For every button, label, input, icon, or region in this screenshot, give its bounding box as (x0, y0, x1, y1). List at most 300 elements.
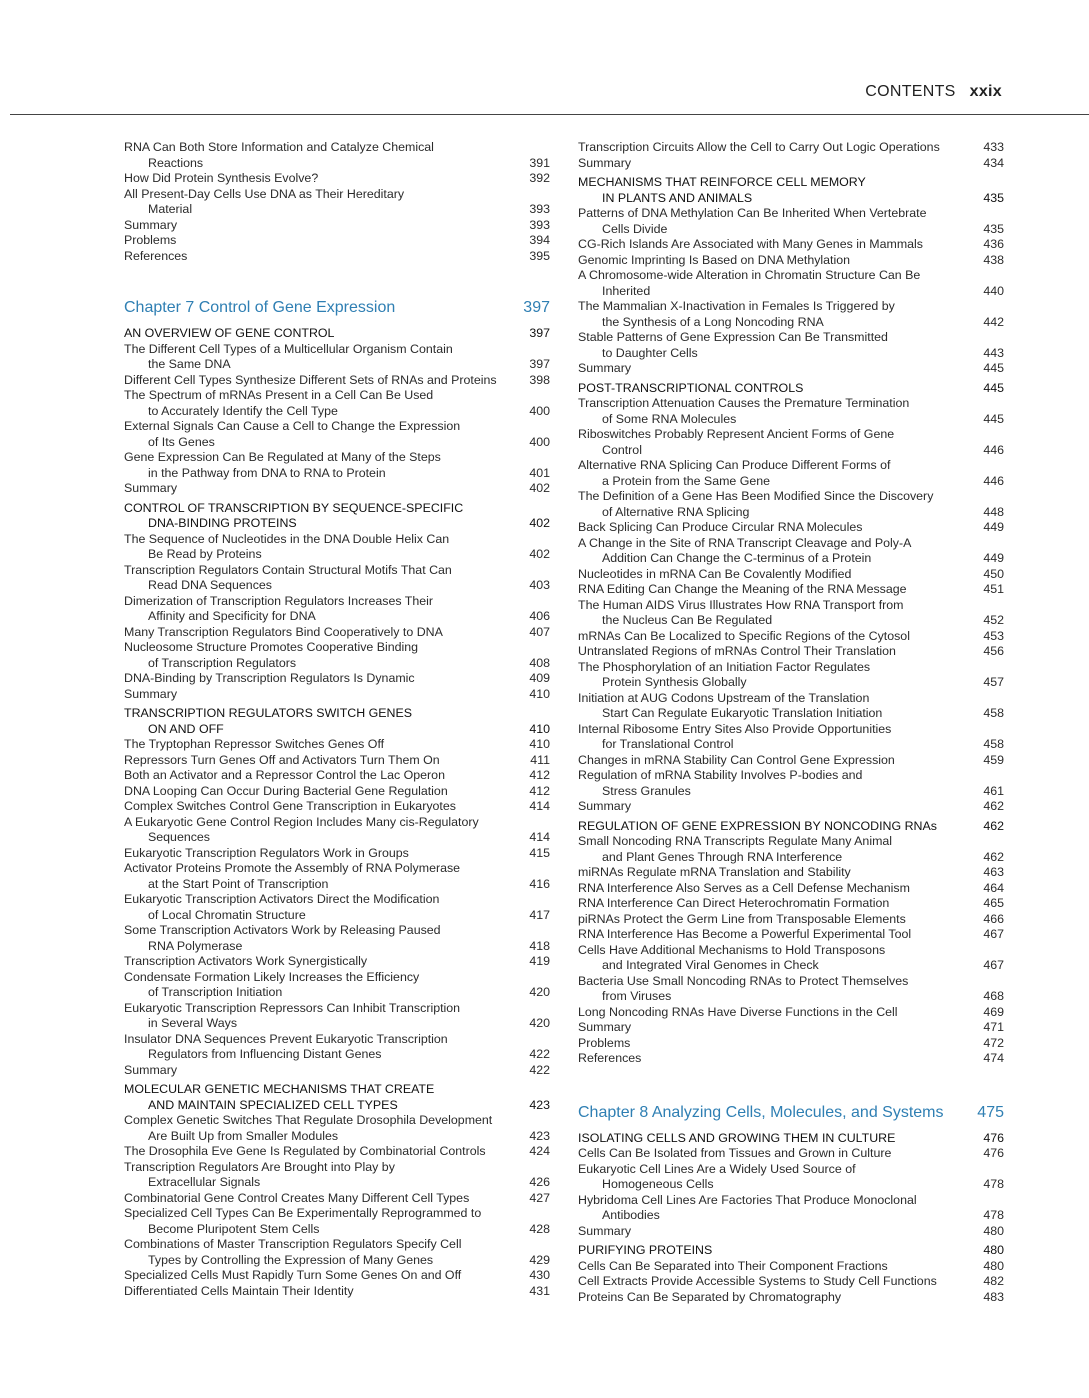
toc-entry (578, 722, 1004, 753)
toc-title-line: Eukaryotic Cell Lines Are a Widely Used Source of (578, 1161, 856, 1176)
toc-page-number: 391 (529, 155, 550, 170)
toc-section-heading (124, 501, 550, 532)
toc-page-number: 478 (983, 1208, 1004, 1222)
toc-entry (124, 1032, 550, 1063)
toc-title-continuation: Addition Can Change the C-terminus of a Protein (602, 551, 872, 565)
toc-title-line: Nucleotides in mRNA Can Be Covalently Modified (578, 566, 852, 581)
toc-entry-title (578, 253, 970, 269)
toc-page-number: 474 (983, 1051, 1004, 1065)
toc-title-line: DNA Looping Can Occur During Bacterial Gene Regulation (124, 783, 448, 798)
toc-title-line: piRNAs Protect the Germ Line from Transposable Elements (578, 911, 906, 926)
toc-title-line: Summary (124, 481, 178, 495)
toc-page-number: 480 (983, 1243, 1004, 1257)
toc-page-number: 476 (983, 1146, 1004, 1160)
toc-entry (578, 567, 1004, 583)
toc-title-continuation: the Synthesis of a Long Noncoding RNA (602, 314, 824, 329)
toc-title-line: TRANSCRIPTION REGULATORS SWITCH GENES (124, 706, 412, 720)
toc-title-continuation: Control (602, 442, 642, 457)
toc-title-line: A Chromosome-wide Alteration in Chromatin Structure Can Be (578, 268, 921, 282)
toc-entry-title (124, 846, 516, 862)
toc-page-number: 394 (529, 233, 550, 247)
toc-entry-title (578, 943, 970, 974)
toc-entry-title (578, 567, 970, 583)
toc-entry-title (124, 419, 516, 450)
toc-title-line: DNA-Binding by Transcription Regulators Is Dynamic (124, 671, 415, 685)
toc-entry (124, 671, 550, 687)
toc-entry-title (578, 361, 970, 377)
toc-entry-title (124, 1206, 516, 1237)
toc-title-continuation: Material (148, 202, 193, 216)
toc-entry-title (124, 218, 516, 234)
toc-entry-title (124, 861, 516, 892)
toc-title-line: Untranslated Regions of mRNAs Control Their Translation (578, 644, 896, 658)
toc-page-number: 401 (529, 465, 550, 480)
toc-entry (578, 660, 1004, 691)
toc-page-number: 403 (529, 578, 550, 592)
toc-title-continuation: ON AND OFF (148, 721, 224, 736)
toc-entry-title (124, 326, 516, 342)
toc-title-continuation: of Transcription Regulators (148, 655, 297, 670)
toc-entry (124, 388, 550, 419)
toc-entry-title (124, 768, 516, 784)
toc-entry (578, 140, 1004, 156)
toc-page-number: 420 (529, 1016, 550, 1030)
toc-title-continuation: and Integrated Viral Genomes in Check (602, 958, 819, 972)
toc-entry-title (124, 563, 516, 594)
toc-entry (124, 481, 550, 497)
toc-entry-title (124, 450, 516, 481)
toc-entry-title (578, 1036, 970, 1052)
toc-entry-title (124, 954, 516, 970)
toc-page-number: 436 (983, 237, 1004, 251)
toc-title-line: Cell Extracts Provide Accessible Systems to Study Cell Functions (578, 1274, 937, 1288)
toc-entry-title (578, 1224, 970, 1240)
toc-entry-title (578, 598, 970, 629)
toc-title-line: Some Transcription Activators Work by Releasing Paused (124, 923, 441, 937)
toc-entry (578, 1146, 1004, 1162)
toc-title-line: Specialized Cell Types Can Be Experimentally Reprogrammed to (124, 1206, 482, 1220)
toc-entry (124, 768, 550, 784)
toc-page-number: 424 (529, 1144, 550, 1158)
toc-entry (578, 237, 1004, 253)
toc-title-line: RNA Interference Can Direct Heterochromatin Formation (578, 896, 890, 910)
toc-entry-title (578, 582, 970, 598)
toc-title-line: Stable Patterns of Gene Expression Can Be Transmitted (578, 330, 888, 344)
toc-entry (124, 1191, 550, 1207)
toc-title-line: Changes in mRNA Stability Can Control Gene Expression (578, 752, 895, 767)
running-head-title: CONTENTS (865, 83, 956, 100)
toc-title-continuation: at the Start Point of Transcription (148, 876, 329, 891)
toc-page-number: 462 (983, 818, 1004, 833)
toc-entry (578, 598, 1004, 629)
toc-page-number: 443 (983, 345, 1004, 360)
toc-page-number: 398 (529, 372, 550, 387)
toc-page-number: 431 (529, 1283, 550, 1298)
toc-entry (578, 1290, 1004, 1306)
toc-entry (124, 140, 550, 171)
toc-title-line: Eukaryotic Transcription Repressors Can Inhibit Transcription (124, 1000, 461, 1015)
toc-title-line: How Did Protein Synthesis Evolve? (124, 171, 319, 185)
toc-page-number: 397 (523, 299, 550, 316)
toc-page-number: 416 (529, 876, 550, 891)
toc-title-continuation: AND MAINTAIN SPECIALIZED CELL TYPES (148, 1097, 398, 1112)
toc-entry-title (124, 970, 516, 1001)
toc-title-line: REGULATION OF GENE EXPRESSION BY NONCODING RNAs (578, 818, 937, 833)
toc-entry-title (578, 896, 970, 912)
toc-entry-title (124, 640, 516, 671)
toc-title-line: Many Transcription Regulators Bind Cooperatively to DNA (124, 624, 443, 639)
toc-page-number: 449 (983, 551, 1004, 565)
toc-entry-title (124, 1284, 516, 1300)
toc-entry (578, 330, 1004, 361)
toc-title-line: Transcription Activators Work Synergistically (124, 954, 368, 968)
toc-title-line: Transcription Attenuation Causes the Premature Termination (578, 396, 910, 410)
toc-entry (124, 687, 550, 703)
toc-page-number: 480 (983, 1258, 1004, 1273)
toc-title-line: Small Noncoding RNA Transcripts Regulate Many Animal (578, 834, 893, 848)
toc-entry (578, 974, 1004, 1005)
toc-title-line: Cells Have Additional Mechanisms to Hold Transposons (578, 942, 886, 957)
toc-entry (124, 625, 550, 641)
toc-entry (578, 753, 1004, 769)
toc-page-number: 409 (529, 671, 550, 685)
header-rule (10, 114, 1089, 115)
toc-entry (124, 218, 550, 234)
toc-title-line: Cells Can Be Separated into Their Component Fractions (578, 1258, 888, 1273)
toc-title-line: External Signals Can Cause a Cell to Change the Expression (124, 419, 461, 433)
toc-page-number: 445 (983, 361, 1004, 375)
toc-title-line: References (124, 248, 188, 263)
toc-entry-title (578, 175, 970, 206)
toc-entry-title (578, 660, 970, 691)
toc-title-line: MOLECULAR GENETIC MECHANISMS THAT CREATE (124, 1082, 435, 1096)
toc-entry (578, 361, 1004, 377)
toc-entry-title (578, 237, 970, 253)
toc-entry-title (124, 1160, 516, 1191)
toc-page-number: 414 (529, 830, 550, 844)
toc-entry-title (124, 1001, 516, 1032)
toc-entry (124, 1284, 550, 1300)
toc-title-line: Riboswitches Probably Represent Ancient Forms of Gene (578, 427, 895, 441)
toc-entry-title (124, 784, 516, 800)
toc-entry-title (578, 536, 970, 567)
toc-entry-title (578, 912, 970, 928)
toc-entry-title (578, 140, 970, 156)
toc-page-number: 451 (983, 582, 1004, 596)
toc-entry-title (578, 834, 970, 865)
toc-title-line: Condensate Formation Likely Increases the Efficiency (124, 969, 420, 984)
toc-title-line: Bacteria Use Small Noncoding RNAs to Protect Themselves (578, 973, 909, 988)
toc-page-number: 475 (977, 1103, 1004, 1121)
toc-entry (578, 1274, 1004, 1290)
toc-entry-title (578, 927, 970, 943)
toc-entry (578, 799, 1004, 815)
toc-entry (578, 834, 1004, 865)
toc-entry-title (124, 594, 516, 625)
toc-entry (124, 799, 550, 815)
toc-right-column (578, 140, 1004, 1305)
toc-entry (124, 1144, 550, 1160)
toc-title-line: The Different Cell Types of a Multicellular Organism Contain (124, 341, 453, 356)
toc-page-number: 458 (983, 706, 1004, 720)
toc-entry (578, 396, 1004, 427)
toc-page-number: 419 (529, 954, 550, 968)
toc-page-number: 457 (983, 675, 1004, 689)
toc-page-number: 461 (983, 783, 1004, 798)
toc-page-number: 423 (529, 1128, 550, 1143)
toc-entry-title (124, 342, 516, 373)
toc-title-continuation: Protein Synthesis Globally (602, 675, 747, 689)
toc-entry-title (124, 892, 516, 923)
toc-entry-title (578, 520, 970, 536)
toc-entry-title (124, 1032, 516, 1063)
toc-title-continuation: Start Can Regulate Eukaryotic Translation Initiation (602, 706, 883, 720)
toc-entry (124, 1237, 550, 1268)
toc-page-number: 445 (983, 380, 1004, 395)
toc-title-line: miRNAs Regulate mRNA Translation and Stability (578, 865, 851, 879)
toc-page-number: 449 (983, 520, 1004, 534)
toc-title-line: PURIFYING PROTEINS (578, 1243, 713, 1257)
toc-title-line: Summary (124, 217, 178, 232)
toc-title-line: Combinations of Master Transcription Regulators Specify Cell (124, 1237, 462, 1251)
toc-title-line: CONTROL OF TRANSCRIPTION BY SEQUENCE-SPECIFIC (124, 500, 464, 515)
toc-title-continuation: in the Pathway from DNA to RNA to Protein (148, 465, 386, 480)
toc-entry (578, 865, 1004, 881)
toc-page-number: 397 (529, 357, 550, 371)
toc-entry-title (124, 1237, 516, 1268)
toc-section-heading (578, 175, 1004, 206)
toc-page-number: 393 (529, 217, 550, 232)
toc-page-number: 452 (983, 613, 1004, 627)
toc-title-line: Internal Ribosome Entry Sites Also Provide Opportunities (578, 721, 892, 736)
toc-page-number: 408 (529, 655, 550, 670)
toc-entry-title (578, 881, 970, 897)
toc-page-number: 440 (983, 283, 1004, 298)
toc-page-number: 466 (983, 911, 1004, 926)
toc-entry-title (124, 532, 516, 563)
toc-title-continuation: the Nucleus Can Be Regulated (602, 613, 773, 627)
toc-title-line: The Spectrum of mRNAs Present in a Cell Can Be Used (124, 388, 434, 402)
toc-entry-title (578, 1290, 970, 1306)
toc-entry-title (578, 1051, 970, 1067)
toc-title-line: Repressors Turn Genes Off and Activators Turn Them On (124, 752, 440, 767)
toc-title-line: mRNAs Can Be Localized to Specific Regions of the Cytosol (578, 628, 910, 643)
toc-title-continuation: Affinity and Specificity for DNA (148, 609, 316, 623)
toc-title-continuation: from Viruses (602, 989, 672, 1003)
toc-entry-title (124, 1268, 516, 1284)
toc-page-number: 407 (529, 624, 550, 639)
toc-entry-title (124, 1063, 516, 1079)
toc-entry (124, 419, 550, 450)
toc-entry (578, 253, 1004, 269)
toc-title-line: Summary (578, 1223, 632, 1238)
toc-entry-title (124, 171, 516, 187)
toc-entry (578, 489, 1004, 520)
toc-title-line: Back Splicing Can Produce Circular RNA Molecules (578, 520, 863, 534)
toc-entry (578, 644, 1004, 660)
toc-entry-title (578, 268, 970, 299)
toc-entry (578, 881, 1004, 897)
toc-title-line: Dimerization of Transcription Regulators Increases Their (124, 593, 433, 608)
toc-entry-title (578, 1193, 970, 1224)
toc-entry (124, 737, 550, 753)
toc-page-number: 463 (983, 865, 1004, 879)
chapter-heading (578, 1103, 1004, 1123)
toc-page-number: 471 (983, 1020, 1004, 1034)
page-header (0, 0, 1089, 115)
toc-page-number: 417 (529, 907, 550, 922)
toc-entry (124, 594, 550, 625)
toc-entry (578, 1193, 1004, 1224)
toc-entry-title (578, 768, 970, 799)
toc-entry-title (578, 865, 970, 881)
toc-page-number: 459 (983, 752, 1004, 767)
toc-entry (578, 1051, 1004, 1067)
toc-entry (578, 1162, 1004, 1193)
toc-entry (578, 1224, 1004, 1240)
chapter-heading (124, 298, 550, 318)
toc-page-number: 446 (983, 442, 1004, 457)
toc-page-number: 448 (983, 504, 1004, 519)
toc-page-number: 483 (983, 1289, 1004, 1304)
toc-title-line: All Present-Day Cells Use DNA as Their Hereditary (124, 186, 405, 201)
toc-title-line: Transcription Circuits Allow the Cell to Carry Out Logic Operations (578, 140, 940, 154)
toc-entry (124, 640, 550, 671)
toc-entry (124, 923, 550, 954)
toc-entry-title (578, 458, 970, 489)
toc-page-number: 412 (529, 768, 550, 782)
toc-section-heading (124, 706, 550, 737)
toc-page-number: 402 (529, 516, 550, 530)
toc-page-number: 442 (983, 314, 1004, 329)
toc-title-continuation: Read DNA Sequences (148, 578, 272, 592)
toc-page-number: 433 (983, 140, 1004, 154)
toc-title-line: Cells Can Be Isolated from Tissues and Grown in Culture (578, 1146, 892, 1160)
toc-entry (124, 532, 550, 563)
toc-title-continuation: Sequences (148, 830, 211, 844)
toc-title-line: POST-TRANSCRIPTIONAL CONTROLS (578, 380, 804, 395)
toc-entry-title (124, 233, 516, 249)
toc-page-number: 426 (529, 1175, 550, 1189)
toc-title-line: Insulator DNA Sequences Prevent Eukaryotic Transcription (124, 1031, 448, 1046)
toc-page-number: 414 (529, 799, 550, 813)
toc-page-number: 415 (529, 845, 550, 860)
toc-entry-title (578, 299, 970, 330)
toc-entry (124, 970, 550, 1001)
toc-entry-title (578, 1131, 970, 1147)
toc-page-number: 406 (529, 609, 550, 623)
toc-entry (578, 536, 1004, 567)
toc-title-line: Initiation at AUG Codons Upstream of the Translation (578, 690, 870, 705)
toc-entry-title (124, 501, 516, 532)
toc-title-line: Eukaryotic Transcription Regulators Work in Groups (124, 845, 409, 860)
toc-title-line: Chapter 7 Control of Gene Expression (124, 299, 396, 316)
toc-entry (124, 342, 550, 373)
toc-title-continuation: for Translational Control (602, 737, 734, 751)
toc-title-line: Regulation of mRNA Stability Involves P-bodies and (578, 768, 863, 782)
toc-entry-title (578, 644, 970, 660)
toc-entry-title (124, 1191, 516, 1207)
toc-title-line: Summary (124, 1062, 178, 1077)
toc-title-line: Proteins Can Be Separated by Chromatography (578, 1289, 842, 1304)
toc-entry (578, 1259, 1004, 1275)
toc-entry-title (578, 381, 970, 397)
toc-left-column (124, 140, 550, 1299)
toc-entry (124, 249, 550, 265)
toc-entry-title (578, 1243, 970, 1259)
toc-entry (578, 629, 1004, 645)
toc-entry-title (124, 671, 516, 687)
toc-entry-title (124, 706, 516, 737)
toc-entry-title (578, 799, 970, 815)
toc-entry (578, 268, 1004, 299)
toc-entry-title (124, 249, 516, 265)
toc-entry-title (578, 489, 970, 520)
toc-page-number: 450 (983, 566, 1004, 581)
toc-entry (124, 1113, 550, 1144)
toc-entry-title (578, 330, 970, 361)
toc-entry-title (578, 753, 970, 769)
toc-entry-title (124, 799, 516, 815)
toc-entry-title (578, 1146, 970, 1162)
toc-page-number: 446 (983, 473, 1004, 488)
toc-page-number: 435 (983, 190, 1004, 205)
toc-title-line: The Definition of a Gene Has Been Modified Since the Discovery (578, 489, 934, 503)
toc-entry (124, 1001, 550, 1032)
toc-section-heading (578, 819, 1004, 835)
toc-page-number: 427 (529, 1190, 550, 1205)
toc-page-number: 476 (983, 1130, 1004, 1145)
toc-title-line: RNA Can Both Store Information and Catalyze Chemical (124, 140, 434, 154)
toc-entry (578, 1036, 1004, 1052)
toc-title-line: Transcription Regulators Contain Structural Motifs That Can (124, 562, 452, 577)
toc-title-continuation: of Local Chromatin Structure (148, 907, 306, 922)
toc-title-line: Chapter 8 Analyzing Cells, Molecules, and Systems (578, 1103, 944, 1121)
toc-title-continuation: and Plant Genes Through RNA Interference (602, 849, 843, 864)
toc-title-line: Summary (578, 361, 632, 375)
toc-title-line: RNA Interference Also Serves as a Cell Defense Mechanism (578, 880, 910, 895)
toc-page-number: 462 (983, 849, 1004, 864)
toc-entry-title (124, 923, 516, 954)
toc-entry (578, 458, 1004, 489)
toc-title-line: Alternative RNA Splicing Can Produce Different Forms of (578, 458, 891, 472)
toc-title-continuation: Inherited (602, 283, 651, 298)
toc-title-continuation: Extracellular Signals (148, 1175, 261, 1189)
toc-page-number: 402 (529, 547, 550, 561)
toc-entry-title (578, 427, 970, 458)
toc-entry-title (578, 629, 970, 645)
toc-entry-title (124, 753, 516, 769)
toc-page-number: 410 (529, 737, 550, 751)
toc-entry-title (578, 396, 970, 427)
toc-entry (578, 299, 1004, 330)
toc-entry (124, 233, 550, 249)
toc-entry-title (124, 187, 516, 218)
toc-title-continuation: the Same DNA (148, 357, 231, 371)
toc-entry (124, 1063, 550, 1079)
toc-entry-title (124, 1144, 516, 1160)
toc-entry-title (124, 625, 516, 641)
toc-title-continuation: of Transcription Initiation (148, 985, 283, 999)
toc-page-number: 411 (530, 752, 550, 767)
toc-page-number: 410 (529, 721, 550, 736)
toc-page-number: 418 (529, 938, 550, 953)
toc-title-line: Specialized Cells Must Rapidly Turn Some Genes On and Off (124, 1268, 462, 1282)
toc-entry-title (124, 1082, 516, 1113)
toc-entry (578, 156, 1004, 172)
toc-title-line: Summary (578, 155, 632, 170)
toc-title-line: Patterns of DNA Methylation Can Be Inherited When Vertebrate (578, 206, 927, 220)
